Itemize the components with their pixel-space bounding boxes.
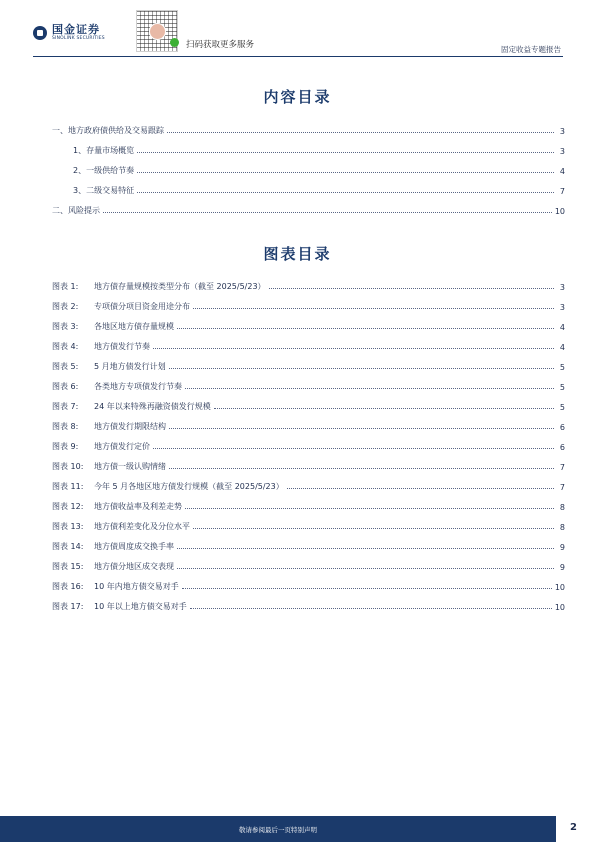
logo-chinese-name: 国金证券	[52, 23, 100, 36]
scan-prompt: 扫码获取更多服务	[186, 40, 255, 50]
figure-item[interactable]: 图表 3: 各地区地方债存量规模 4	[52, 322, 565, 332]
figure-item[interactable]: 图表 13: 地方债利差变化及分位水平 8	[52, 522, 565, 532]
figure-item[interactable]: 图表 17: 10 年以上地方债交易对手 10	[52, 602, 565, 612]
toc-item[interactable]: 1、存量市场概览 3	[73, 146, 565, 156]
figure-item[interactable]: 图表 10: 地方债一级认购情绪 7	[52, 462, 565, 472]
footer-bar	[0, 816, 556, 842]
figure-item[interactable]: 图表 16: 10 年内地方债交易对手 10	[52, 582, 565, 592]
figure-item[interactable]: 图表 14: 地方债周度成交换手率 9	[52, 542, 565, 552]
figure-item[interactable]: 图表 7: 24 年以来特殊再融资债发行规模 5	[52, 402, 565, 412]
figure-item[interactable]: 图表 12: 地方债收益率及利差走势 8	[52, 502, 565, 512]
company-logo	[33, 24, 105, 42]
figure-item[interactable]: 图表 9: 地方债发行定价 6	[52, 442, 565, 452]
toc-item[interactable]: 2、一级供给节奏 4	[73, 166, 565, 176]
figure-item[interactable]: 图表 2: 专项债分项目资金用途分布 3	[52, 302, 565, 312]
figures-title: 图表目录	[263, 245, 332, 263]
disclaimer-notice: 敬请参阅最后一页特别声明	[239, 826, 317, 834]
toc-item[interactable]: 3、二级交易特征 7	[73, 186, 565, 196]
figure-item[interactable]: 图表 6: 各类地方专项债发行节奏 5	[52, 382, 565, 392]
header-divider	[33, 56, 563, 57]
logo-english-name: SINOLINK SECURITIES	[52, 36, 105, 41]
toc-item[interactable]: 二、风险提示 10	[52, 206, 565, 216]
figure-item[interactable]: 图表 8: 地方债发行期限结构 6	[52, 422, 565, 432]
figure-item[interactable]: 图表 11: 今年 5 月各地区地方债发行规模（截至 2025/5/23） 7	[52, 482, 565, 492]
figure-item[interactable]: 图表 1: 地方债存量规模按类型分布（截至 2025/5/23） 3	[52, 282, 565, 292]
report-type-label: 固定收益专题报告	[501, 45, 561, 54]
toc-item[interactable]: 一、地方政府债供给及交易跟踪 3	[52, 126, 565, 136]
page-footer	[0, 816, 595, 842]
figure-item[interactable]: 图表 4: 地方债发行节奏 4	[52, 342, 565, 352]
figure-item[interactable]: 图表 5: 5 月地方债发行计划 5	[52, 362, 565, 372]
figure-item[interactable]: 图表 15: 地方债分地区成交表现 9	[52, 562, 565, 572]
logo-icon	[33, 26, 47, 40]
toc-title: 内容目录	[263, 88, 332, 106]
wechat-icon	[170, 38, 179, 47]
page-number: 2	[570, 822, 577, 833]
page-header	[0, 0, 595, 58]
